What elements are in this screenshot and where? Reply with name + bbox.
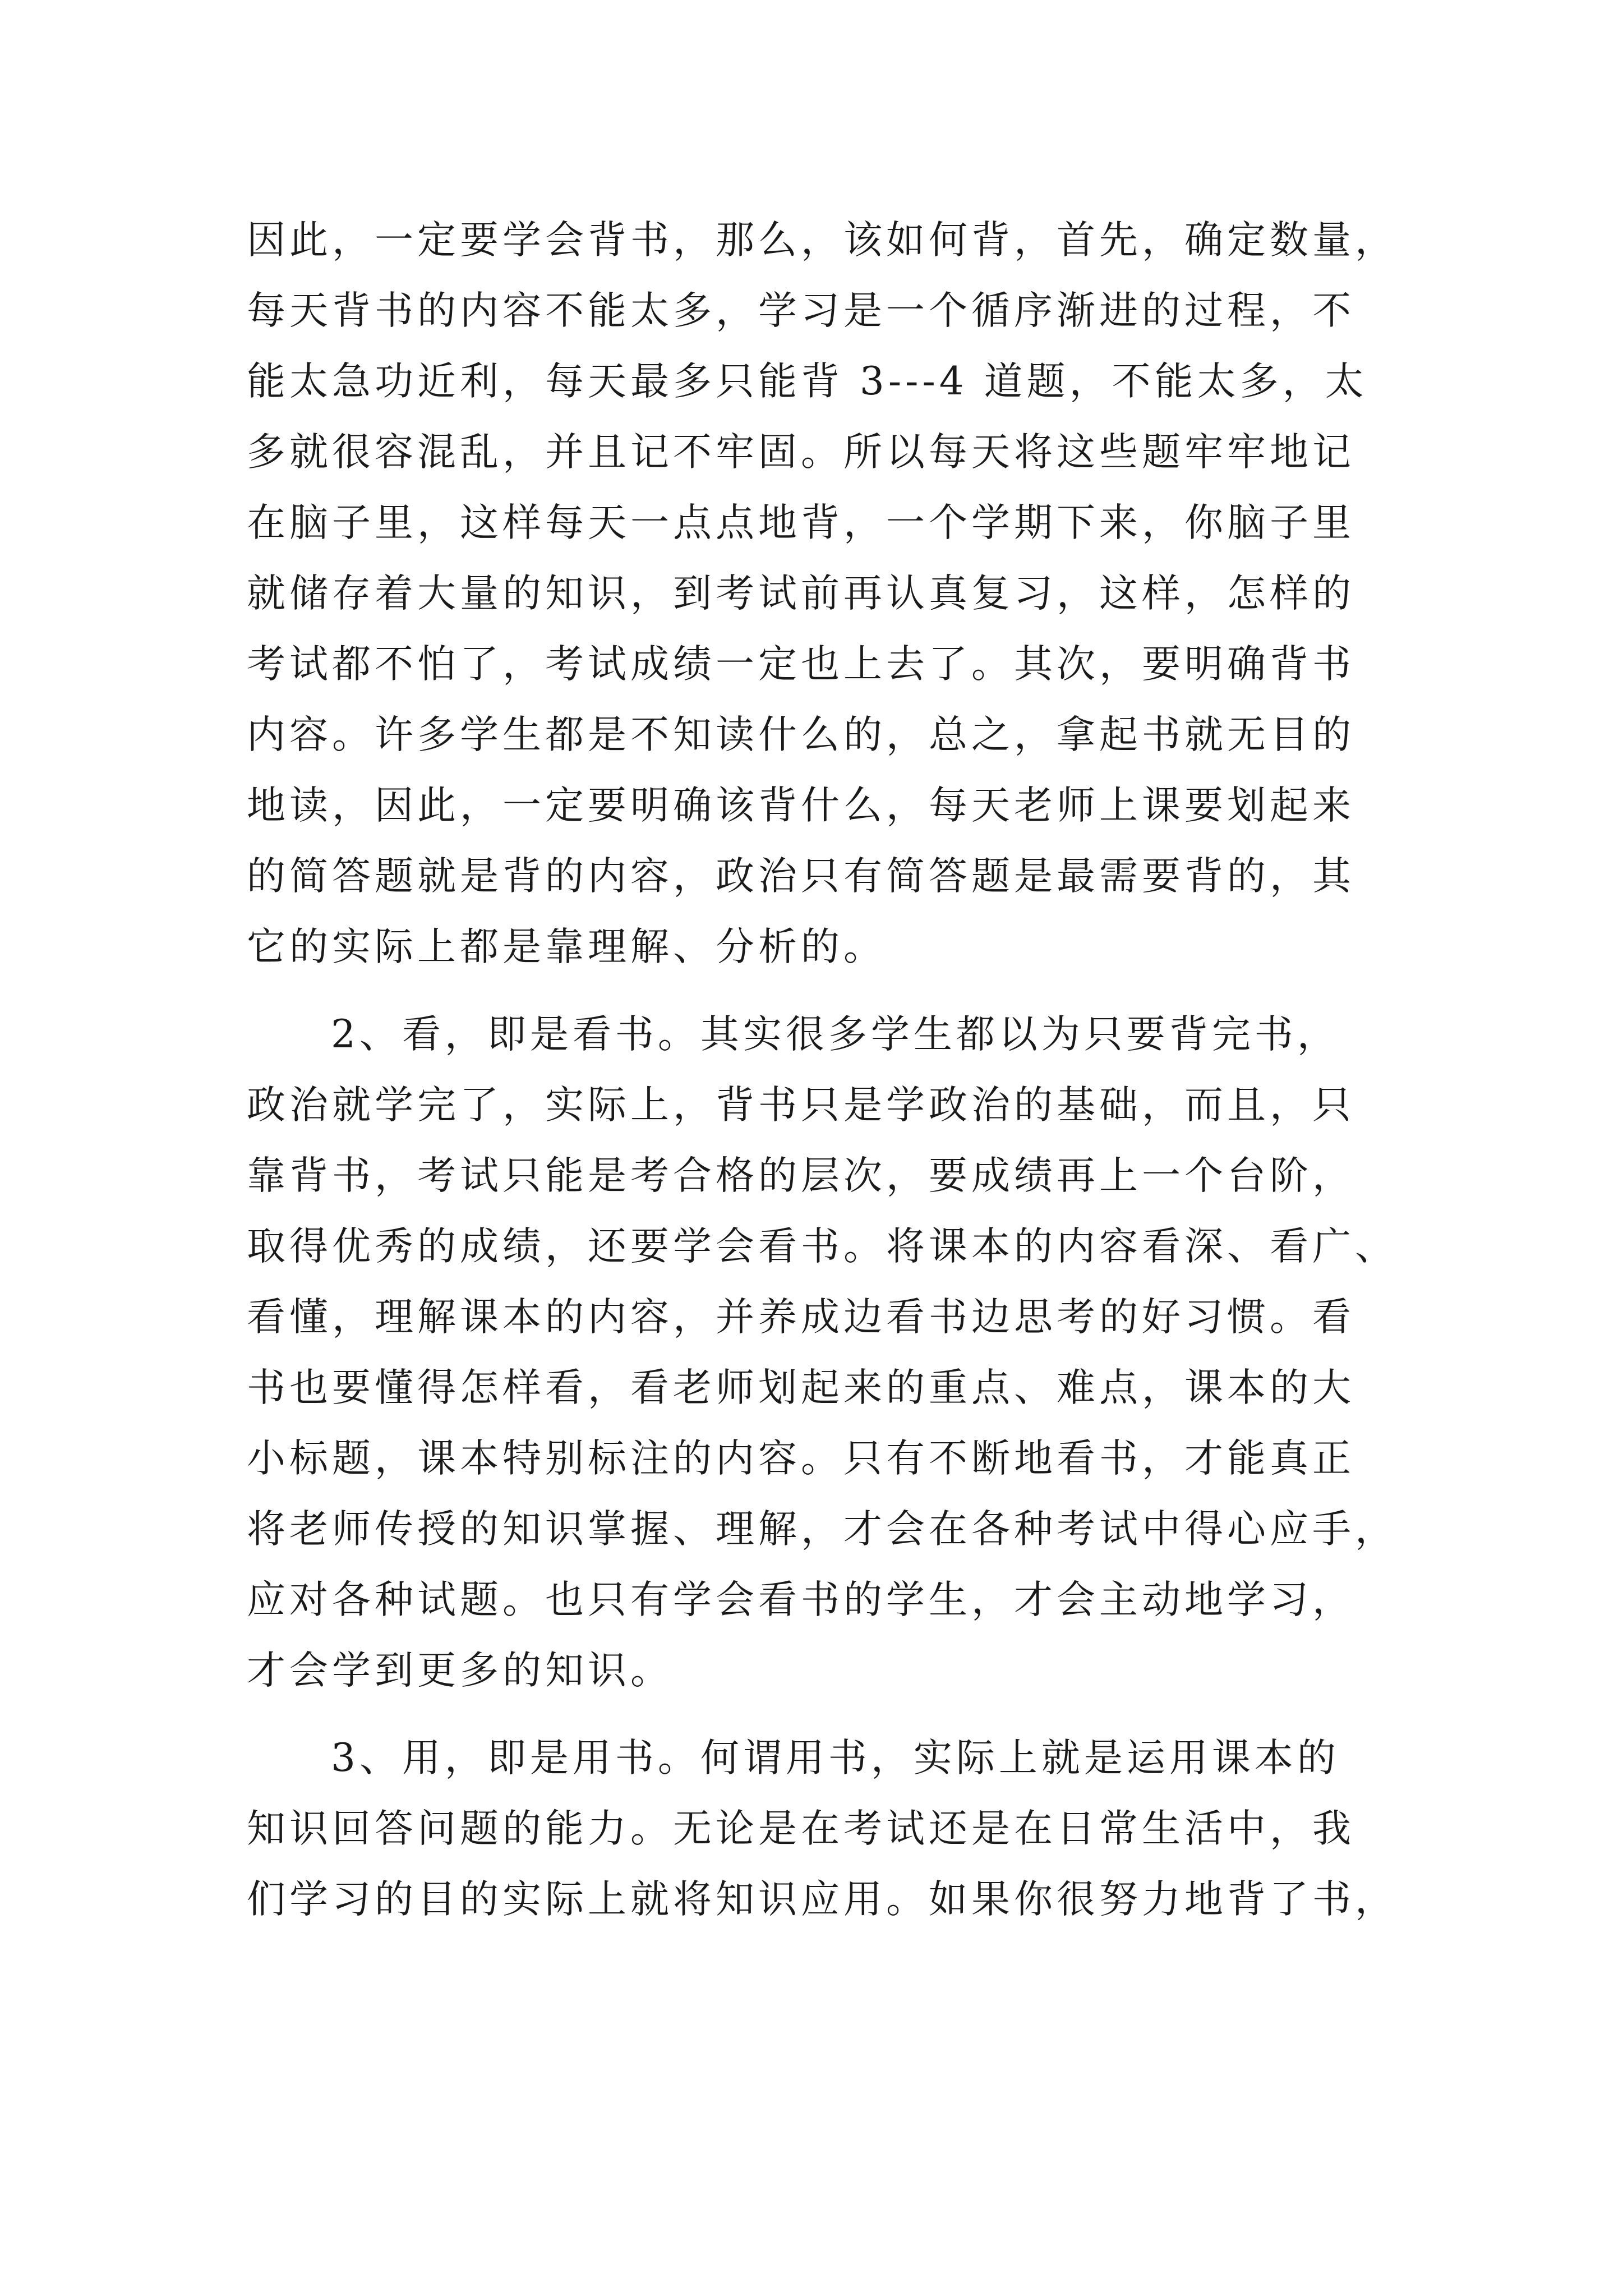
text-line: 就储存着大量的知识，到考试前再认真复习，这样，怎样的 [247, 571, 1355, 616]
paragraph-spacer [247, 1706, 1391, 1723]
text-line: 知识回答问题的能力。无论是在考试还是在日常生活中，我 [247, 1806, 1355, 1851]
text-line: 在脑子里，这样每天一点点地背，一个学期下来，你脑子里 [247, 500, 1355, 545]
text-line: 的简答题就是背的内容，政治只有简答题是最需要背的，其 [247, 854, 1355, 899]
text-line: 内容。许多学生都是不知读什么的，总之，拿起书就无目的 [247, 712, 1355, 757]
text-line: 政治就学完了，实际上，背书只是学政治的基础，而且，只 [247, 1083, 1355, 1128]
text-line: 书也要懂得怎样看，看老师划起来的重点、难点，课本的大 [247, 1365, 1355, 1410]
body-text [247, 205, 1398, 1935]
text-line: 每天背书的内容不能太多，学习是一个循序渐进的过程，不 [247, 288, 1355, 333]
text-line: 考试都不怕了，考试成绩一定也上去了。其次，要明确背书 [247, 642, 1355, 687]
paragraph-3 [247, 1723, 1398, 1935]
text-line: 多就很容混乱，并且记不牢固。所以每天将这些题牢牢地记 [247, 430, 1355, 475]
paragraph-1 [247, 205, 1398, 982]
text-line: 因此，一定要学会背书，那么，该如何背，首先，确定数量， [247, 218, 1398, 263]
text-line: 将老师传授的知识掌握、理解，才会在各种考试中得心应手， [247, 1507, 1398, 1552]
text-line: 能太急功近利，每天最多只能背 3---4 道题，不能太多，太 [247, 359, 1368, 404]
paragraph-2 [247, 999, 1398, 1706]
text-line: 它的实际上都是靠理解、分析的。 [247, 924, 886, 969]
text-line-first: 2、看，即是看书。其实很多学生都以为只要背完书， [331, 1012, 1340, 1057]
text-line: 应对各种试题。也只有学会看书的学生，才会主动地学习， [247, 1577, 1355, 1622]
text-line: 地读，因此，一定要明确该背什么，每天老师上课要划起来 [247, 783, 1355, 828]
text-line-first: 3、用，即是用书。何谓用书，实际上就是运用课本的 [331, 1736, 1340, 1780]
text-line: 靠背书，考试只能是考合格的层次，要成绩再上一个台阶， [247, 1153, 1355, 1198]
text-line: 取得优秀的成绩，还要学会看书。将课本的内容看深、看广、 [247, 1224, 1398, 1269]
text-line: 才会学到更多的知识。 [247, 1648, 673, 1693]
text-line: 小标题，课本特别标注的内容。只有不断地看书，才能真正 [247, 1436, 1355, 1481]
text-line: 看懂，理解课本的内容，并养成边看书边思考的好习惯。看 [247, 1295, 1355, 1340]
paragraph-spacer [247, 982, 1391, 999]
text-line: 们学习的目的实际上就将知识应用。如果你很努力地背了书， [247, 1877, 1398, 1922]
